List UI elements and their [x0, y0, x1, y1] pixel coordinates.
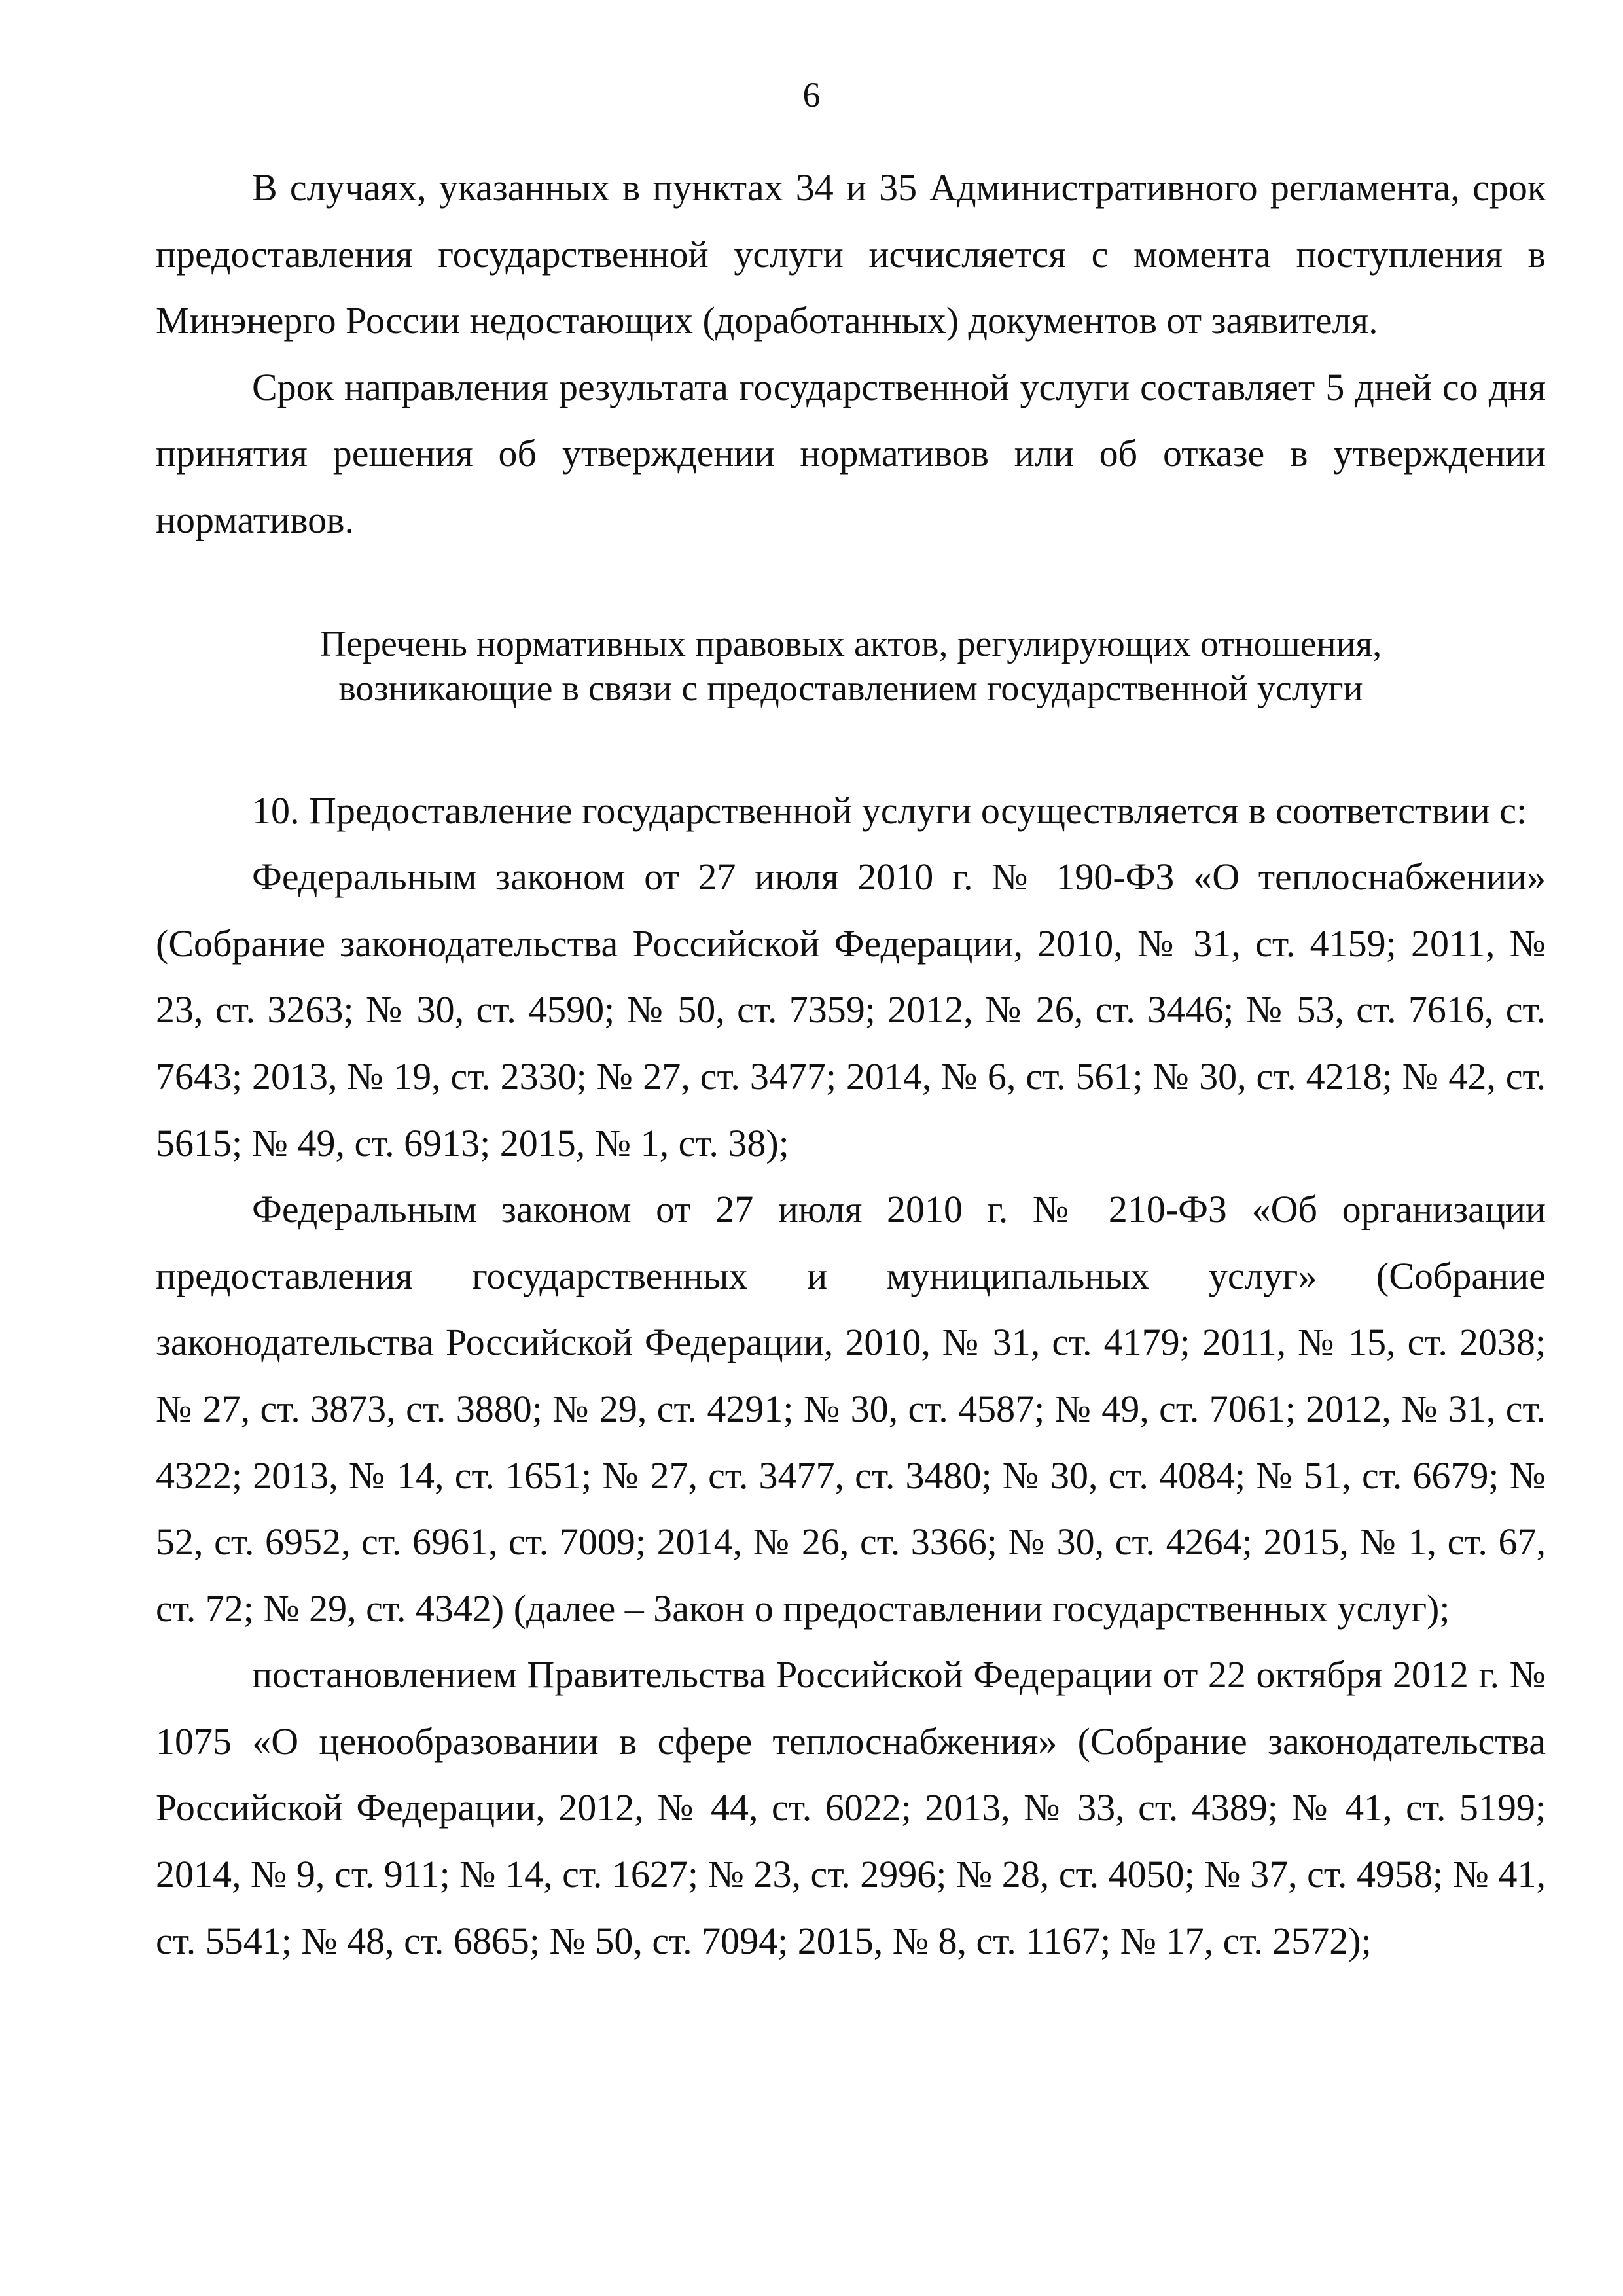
paragraph-law-210-fz: Федеральным законом от 27 июля 2010 г. № 210-ФЗ «Об организации предоставления государственных и муниципальных услуг» (Собрание законодательства Российской Федерации, 2010, № 31, ст. 4179; 2011, № 15, ст. 2038; № 27, ст. 3873, ст. 3880; № 29, ст. 4291; № 30, ст. 4587; № 49, ст. 7061; 2012, № 31, ст. 4322; 2013, № 14, ст. 1651; № 27, ст. 3477, ст. 3480; № 30, ст. 4084; № 51, ст. 6679; № 52, ст. 6952, ст. 6961, ст. 7009; 2014, № 26, ст. 3366; № 30, ст. 4264; 2015, № 1, ст. 67, ст. 72; № 29, ст. 4342) (далее – Закон о предоставлении государственных услуг);: [156, 1188, 1546, 1630]
section-heading: [156, 622, 1546, 711]
paragraph-item-10-intro: 10. Предоставление государственной услуги осуществляется в соответствии с:: [252, 789, 1527, 832]
page-number: 6: [802, 75, 821, 115]
paragraph-law-190-fz: Федеральным законом от 27 июля 2010 г. № 190-ФЗ «О теплоснабжении» (Собрание законодательства Российской Федерации, 2010, № 31, ст. 4159; 2011, № 23, ст. 3263; № 30, ст. 4590; № 50, ст. 7359; 2012, № 26, ст. 3446; № 53, ст. 7616, ст. 7643; 2013, № 19, ст. 2330; № 27, ст. 3477; 2014, № 6, ст. 561; № 30, ст. 4218; № 42, ст. 5615; № 49, ст. 6913; 2015, № 1, ст. 38);: [156, 855, 1546, 1164]
document-body: [156, 154, 1546, 1974]
section-heading-line-2: возникающие в связи с предоставлением государственной услуги: [338, 668, 1363, 709]
paragraph-deadline-calculation: В случаях, указанных в пунктах 34 и 35 Административного регламента, срок предоставления государственной услуги исчисляется с момента поступления в Минэнерго России недостающих (доработанных) документов от заявителя.: [156, 166, 1546, 342]
paragraph-result-delivery-term: Срок направления результата государственной услуги составляет 5 дней со дня принятия решения об утверждении нормативов или об отказе в утверждении нормативов.: [156, 365, 1546, 541]
section-heading-line-1: Перечень нормативных правовых актов, регулирующих отношения,: [319, 623, 1382, 664]
paragraph-resolution-1075: постановлением Правительства Российской Федерации от 22 октября 2012 г. № 1075 «О ценообразовании в сфере теплоснабжения» (Собрание законодательства Российской Федерации, 2012, № 44, ст. 6022; 2013, № 33, ст. 4389; № 41, ст. 5199; 2014, № 9, ст. 911; № 14, ст. 1627; № 23, ст. 2996; № 28, ст. 4050; № 37, ст. 4958; № 41, ст. 5541; № 48, ст. 6865; № 50, ст. 7094; 2015, № 8, ст. 1167; № 17, ст. 2572);: [156, 1653, 1546, 1962]
